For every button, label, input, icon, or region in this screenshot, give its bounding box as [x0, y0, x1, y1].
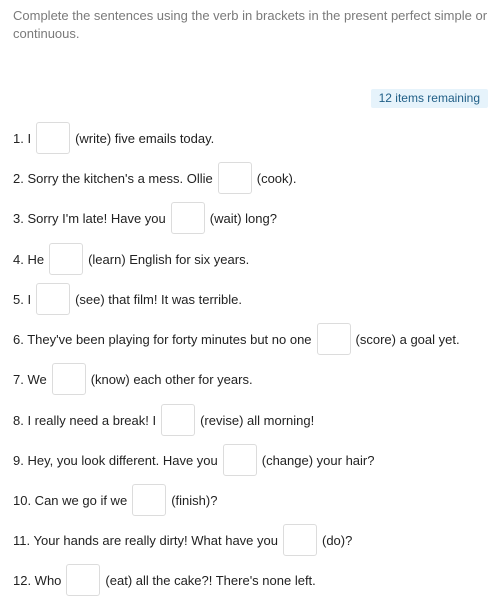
question-text-before: 6. They've been playing for forty minutes but no one [13, 331, 312, 347]
question-3 [13, 201, 277, 235]
answer-input-10[interactable] [132, 484, 166, 516]
question-text-before: 8. I really need a break! I [13, 412, 157, 428]
question-text-before: 10. Can we go if we [13, 492, 128, 508]
answer-input-3[interactable] [171, 202, 205, 234]
answer-input-11[interactable] [283, 524, 317, 556]
question-text-after: (revise) all morning! [200, 412, 315, 428]
question-text-before: 5. I [13, 291, 32, 307]
question-text-after: (change) your hair? [261, 452, 375, 468]
question-11 [13, 523, 352, 557]
question-10 [13, 483, 217, 517]
answer-input-1[interactable] [36, 122, 70, 154]
question-text-before: 12. Who [13, 572, 62, 588]
question-text-after: (know) each other for years. [90, 371, 253, 387]
question-2 [13, 161, 296, 195]
question-text-after: (eat) all the cake?! There's none left. [105, 572, 316, 588]
question-4 [13, 242, 249, 276]
question-7 [13, 362, 253, 396]
answer-input-5[interactable] [36, 283, 70, 315]
question-text-before: 1. I [13, 130, 32, 146]
answer-input-12[interactable] [66, 564, 100, 596]
question-text-before: 3. Sorry I'm late! Have you [13, 210, 166, 226]
question-text-before: 7. We [13, 371, 47, 387]
question-text-after: (finish)? [171, 492, 218, 508]
items-remaining-badge: 12 items remaining [371, 89, 488, 108]
instructions-text: Complete the sentences using the verb in brackets in the present perfect simple or continuous. [13, 8, 488, 41]
question-5 [13, 282, 242, 316]
question-text-after: (cook). [256, 170, 297, 186]
question-8 [13, 403, 314, 437]
answer-input-8[interactable] [161, 404, 195, 436]
question-12 [13, 563, 316, 597]
question-text-after: (score) a goal yet. [355, 331, 460, 347]
answer-input-2[interactable] [218, 162, 252, 194]
question-text-after: (learn) English for six years. [88, 251, 250, 267]
answer-input-9[interactable] [223, 444, 257, 476]
answer-input-4[interactable] [49, 243, 83, 275]
question-text-after: (write) five emails today. [75, 130, 215, 146]
question-1 [13, 121, 214, 155]
question-text-before: 9. Hey, you look different. Have you [13, 452, 218, 468]
question-text-after: (see) that film! It was terrible. [75, 291, 242, 307]
question-text-before: 2. Sorry the kitchen's a mess. Ollie [13, 170, 213, 186]
question-text-before: 4. He [13, 251, 45, 267]
question-text-before: 11. Your hands are really dirty! What have you [13, 532, 278, 548]
answer-input-6[interactable] [317, 323, 351, 355]
question-9 [13, 443, 374, 477]
question-text-after: (do)? [321, 532, 353, 548]
answer-input-7[interactable] [52, 363, 86, 395]
question-text-after: (wait) long? [209, 210, 277, 226]
question-6 [13, 322, 460, 356]
